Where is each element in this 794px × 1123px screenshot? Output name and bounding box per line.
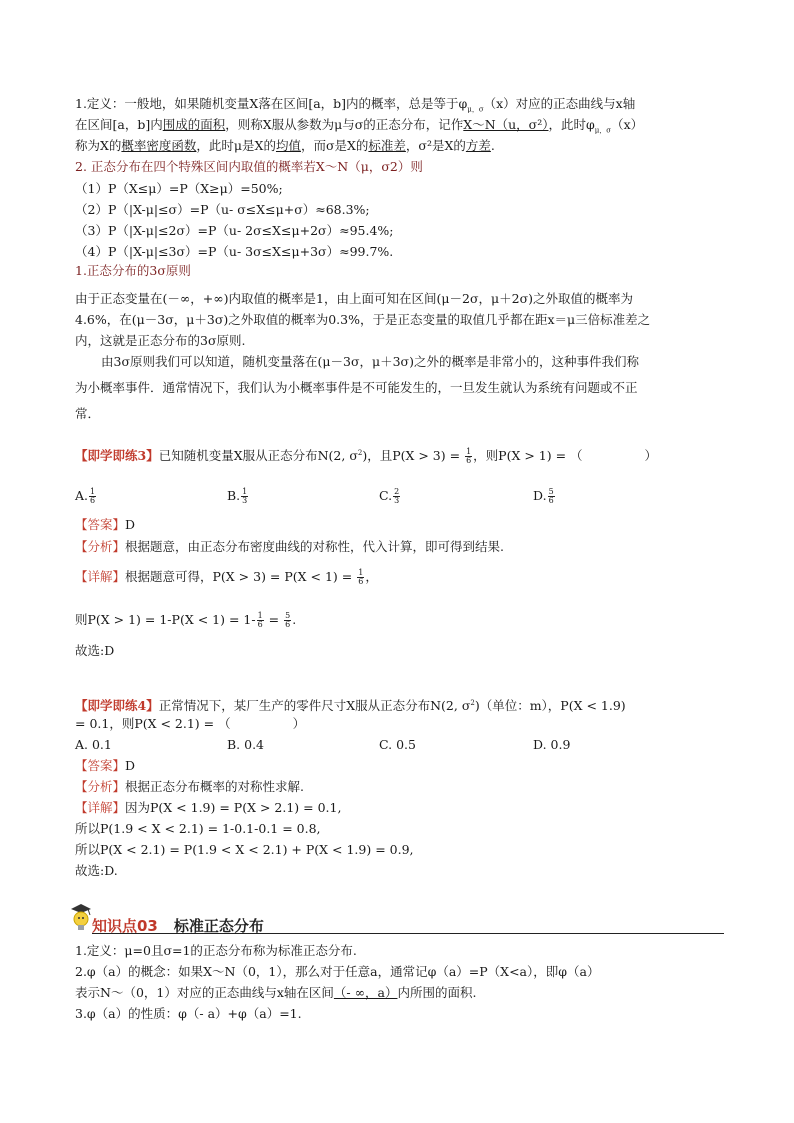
kp3-line-4: 3.φ（a）的性质：φ（- a）+φ（a）=1. <box>75 1006 302 1021</box>
lightbulb-icon <box>68 902 94 934</box>
kp3-line-2: 2.φ（a）的概念：如果X～N（0，1），那么对于任意a，通常记φ（a）=P（X<a），即φ（a） <box>75 964 600 979</box>
ex4-detail-l1: 【详解】因为P(X < 1.9) = P(X > 2.1) = 0.1, <box>75 800 342 815</box>
kp3-line-1: 1.定义：μ=0且σ=1的正态分布称为标准正态分布. <box>75 943 357 958</box>
ex3-answer: 【答案】D <box>75 517 136 532</box>
ex4-option-b: B. 0.4 <box>227 737 265 752</box>
ex3-option-c: C. $\frac{2}{3}$ <box>379 487 400 505</box>
ex3-option-d: D. $\frac{5}{6}$ <box>533 487 554 505</box>
three-sigma-title: 1.正态分布的3σ原则 <box>75 263 191 278</box>
exercise-4-question-l1: 【即学即练4】正常情况下，某厂生产的零件尺寸X服从正态分布N(2, $\sigma^2$)（单位：m），P(X < 1.9) <box>75 698 626 714</box>
para2-line-1: 由3σ原则我们可以知道，随机变量落在(μ－3σ，μ＋3σ)之外的概率是非常小的，这种事件我们称 <box>101 354 639 369</box>
ex4-option-d: D. 0.9 <box>533 737 571 752</box>
ex3-option-a: A. $\frac{1}{6}$ <box>75 487 96 505</box>
ex4-detail-l2: 所以P(1.9 < X < 2.1) = 1-0.1-0.1 = 0.8, <box>75 821 321 836</box>
def-line-1: 1.定义：一般地，如果随机变量X落在区间[a，b]内的概率，总是等于$\varphi_{\mu,\sigma}(x)$对应的正态曲线与x轴 <box>75 96 636 114</box>
special-intervals-heading: 2. 正态分布在四个特殊区间内取值的概率若X～N（μ，σ2）则 <box>75 159 423 174</box>
para1-line-3: 内，这就是正态分布的3σ原则. <box>75 333 246 348</box>
para2-line-3: 常． <box>75 406 101 421</box>
ex3-conclusion: 故选:D <box>75 643 115 658</box>
knowledge-point-label: 知识点03 <box>92 917 158 935</box>
para1-line-2: 4.6%，在(μ－3σ，μ＋3σ)之外取值的概率为0.3%，于是正态变量的取值几乎都在距x＝μ三倍标准差之 <box>75 312 651 327</box>
prob-item-1: （1）P（X≤μ）=P（X≥μ）=50%; <box>75 181 283 196</box>
ex4-detail-l4: 故选:D. <box>75 863 118 878</box>
para1-line-1: 由于正态变量在(－∞，+∞)内取值的概率是1，由上面可知在区间(μ－2σ，μ＋2σ)之外取值的概率为 <box>75 291 633 306</box>
para2-line-2: 为小概率事件．通常情况下，我们认为小概率事件是不可能发生的，一旦发生就认为系统有问题或不正 <box>75 380 638 395</box>
def-line-2: 在区间[a，b]内围成的面积，则称X服从参数为μ与σ的正态分布，记作X～N（u，σ²），此时$\varphi_{\mu,\sigma}(x)$ <box>75 117 644 135</box>
prob-item-4: （4）P（|X-μ|≤3σ）=P（u- 3σ≤X≤μ+3σ）≈99.7%. <box>75 244 394 259</box>
kp3-line-3: 表示N～（0，1）对应的正态曲线与x轴在区间（- ∞，a）内所围的面积. <box>75 985 477 1000</box>
prob-item-2: （2）P（|X-μ|≤σ）=P（u- σ≤X≤μ+σ）≈68.3%; <box>75 202 370 217</box>
def-line-3: 称为X的概率密度函数，此时μ是X的均值，而σ是X的标准差，σ²是X的方差. <box>75 138 495 153</box>
ex3-option-b: B. $\frac{1}{3}$ <box>227 487 248 505</box>
heading-divider <box>92 933 724 934</box>
ex3-analysis: 【分析】根据题意，由正态分布密度曲线的对称性，代入计算，即可得到结果. <box>75 539 504 554</box>
exercise-4-question-l2: = 0.1，则P(X < 2.1) = （ ） <box>75 716 306 731</box>
ex4-analysis: 【分析】根据正态分布概率的对称性求解. <box>75 779 304 794</box>
ex4-option-a: A. 0.1 <box>75 737 112 752</box>
knowledge-point-title: 标准正态分布 <box>173 917 264 935</box>
ex3-detail: 【详解】根据题意可得，P(X > 3) = P(X < 1) = $\frac{1}{6}$ ， <box>75 568 378 586</box>
ex4-option-c: C. 0.5 <box>379 737 416 752</box>
ex4-answer: 【答案】D <box>75 758 136 773</box>
exercise-3-question: 【即学即练3】已知随机变量X服从正态分布N(2, $\sigma^2$)，且P(X > 3) = $\frac{1}{6}$ ，则P(X > 1) = （ ） <box>75 447 658 466</box>
ex4-detail-l3: 所以P(X < 2.1) = P(1.9 < X < 2.1) + P(X < 1.9) = 0.9, <box>75 842 414 857</box>
ex3-derivation: 则P(X > 1) = 1-P(X < 1) = 1- $\frac{1}{6}$ = $\frac{5}{6}$ . <box>75 611 297 629</box>
prob-item-3: （3）P（|X-μ|≤2σ）=P（u- 2σ≤X≤μ+2σ）≈95.4%; <box>75 223 394 238</box>
